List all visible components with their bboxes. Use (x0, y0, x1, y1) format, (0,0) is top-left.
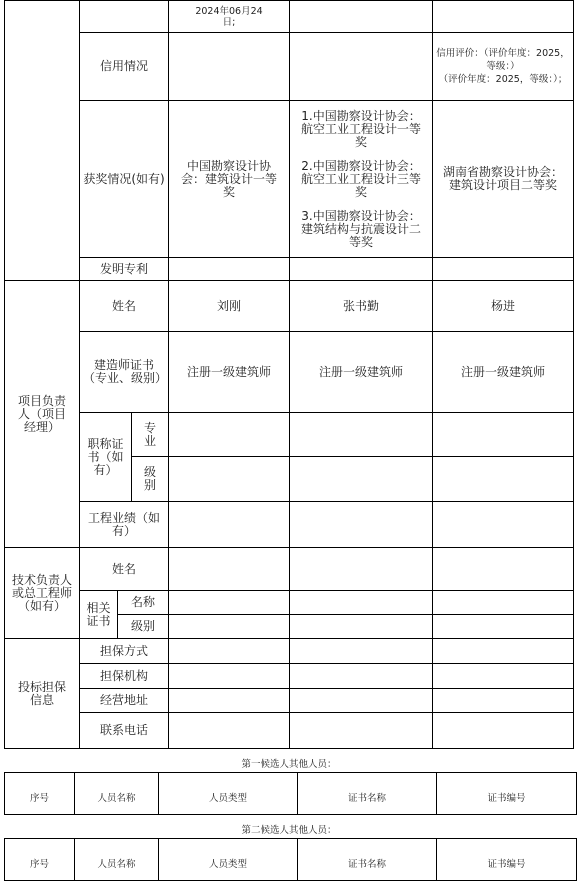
award-col3-list (290, 101, 432, 257)
pm-level-label: 级别 (143, 465, 156, 492)
date-cell: 2024年06月24 日; (195, 5, 263, 28)
pm-name-2: 张书勤 (342, 298, 379, 313)
tech-cert-level-label: 级别 (130, 619, 155, 633)
others1-header-cert-no: 证书编号 (487, 792, 526, 804)
pm-cert-2: 注册一级建筑师 (318, 364, 403, 379)
others1-header-no: 序号 (29, 792, 49, 804)
award-col4: 湖南省勘察设计协会：建筑设计项目二等奖 (443, 165, 564, 192)
pm-performance-label: 工程业绩（如有） (87, 510, 160, 538)
pm-name-3: 杨进 (490, 298, 515, 313)
others1-header-name: 人员名称 (97, 792, 136, 804)
others1-caption: 第一候选人其他人员： (241, 758, 337, 770)
patent-label: 发明专利 (99, 261, 148, 276)
others2-header-name: 人员名称 (97, 858, 136, 870)
guarantee-type-label: 担保方式 (99, 643, 148, 658)
others2-header-type: 人员类型 (208, 858, 247, 870)
award-item: 2.中国勘察设计协会：航空工业工程设计三等奖 (300, 158, 421, 199)
pm-title-cert-label: 职称证书（如有） (87, 436, 124, 477)
tech-cert-label: 相关证书 (86, 600, 111, 628)
pm-name-1: 刘刚 (216, 298, 241, 313)
award-col2: 中国勘察设计协会：建筑设计一等奖 (180, 158, 277, 199)
award-item: 1.中国勘察设计协会：航空工业工程设计一等奖 (300, 108, 421, 149)
guarantee-institution-label: 担保机构 (99, 668, 148, 683)
others2-header-no: 序号 (29, 858, 49, 870)
credit-evaluation: 信用评价：（评价年度：2025，等级：） （评价年度：2025，等级：）； (436, 48, 570, 85)
pm-cert-label: 建造师证书（专业、级别） (83, 358, 168, 385)
others2-caption: 第二候选人其他人员： (241, 824, 337, 836)
tech-name-label: 姓名 (111, 561, 136, 576)
pm-section-label: 项目负责人（项目经理） (17, 393, 66, 434)
credit-label: 信用情况 (99, 59, 148, 73)
pm-major-label: 专业 (143, 420, 156, 448)
pm-cert-3: 注册一级建筑师 (460, 364, 545, 379)
others1-header-cert-name: 证书名称 (347, 792, 386, 804)
award-item: 3.中国勘察设计协会：建筑结构与抗震设计二等奖 (300, 208, 421, 249)
others2-header-cert-no: 证书编号 (487, 858, 526, 870)
guarantee-address-label: 经营地址 (99, 693, 148, 707)
guarantee-section-label: 投标担保信息 (17, 679, 66, 707)
tech-section-label: 技术负责人或总工程师（如有） (11, 572, 72, 613)
guarantee-phone-label: 联系电话 (99, 723, 148, 737)
tech-cert-name-label: 名称 (130, 595, 155, 609)
others2-header-cert-name: 证书名称 (347, 858, 386, 870)
others1-header-type: 人员类型 (208, 792, 247, 804)
pm-cert-1: 注册一级建筑师 (186, 364, 271, 379)
awards-label: 获奖情况(如有) (83, 171, 165, 186)
pm-name-label: 姓名 (111, 298, 136, 313)
